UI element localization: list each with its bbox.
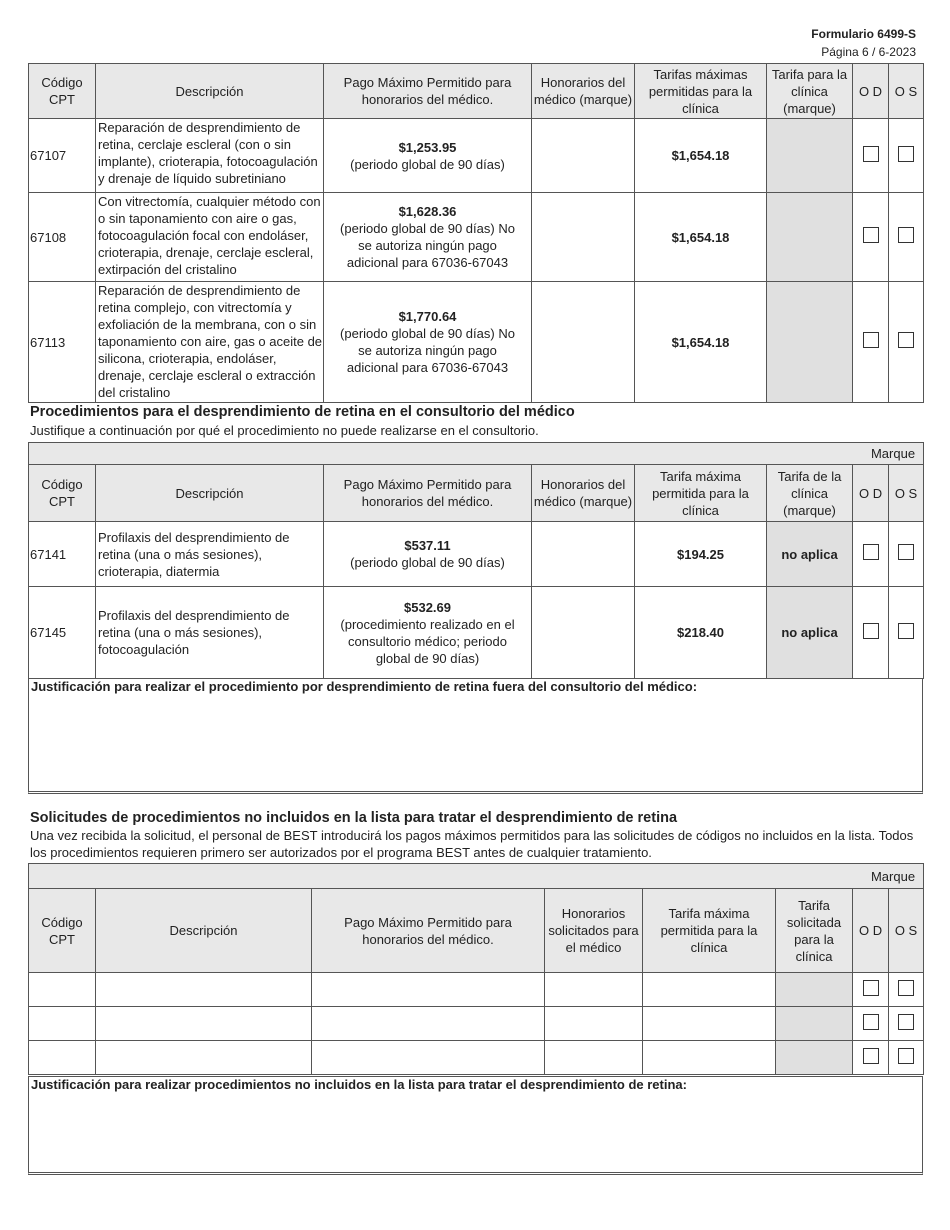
cpt-code-input[interactable] (29, 1007, 96, 1041)
od-checkbox[interactable] (863, 1048, 879, 1064)
payment-note: (periodo global de 90 días) (350, 156, 505, 172)
cpt-code-input[interactable] (29, 1041, 96, 1075)
col-code: Código CPT (29, 889, 96, 973)
requested-fee-input[interactable] (545, 1007, 643, 1041)
max-payment-input[interactable] (312, 1041, 545, 1075)
physician-fee-cell[interactable] (532, 282, 635, 403)
col-max-payment: Pago Máximo Permitido para honorarios del médico. (312, 889, 545, 973)
max-clinic-rate: $218.40 (635, 587, 767, 679)
justification-unlisted-label: Justificación para realizar procedimientos no incluidos en la lista para tratar el desprendimiento de retina: (31, 1077, 687, 1092)
physician-fee-cell[interactable] (532, 522, 635, 587)
requested-clinic-rate-cell (776, 973, 853, 1007)
payment-note: (periodo global de 90 días) (350, 555, 505, 570)
table-row (29, 282, 924, 403)
requested-fee-input[interactable] (545, 973, 643, 1007)
payment-amount: $532.69 (404, 599, 451, 615)
max-clinic-rate: $1,654.18 (635, 119, 767, 193)
marque-label: Marque (853, 443, 924, 465)
payment-note: (procedimiento realizado en el consultorio médico; periodo global de 90 días) (340, 616, 515, 666)
description: Con vitrectomía, cualquier método con o sin taponamiento con aire o gas, fotocoagulación focal con endoláser, crioterapia, drenaje, cerclaje escleral, extirpación del cristalino (96, 193, 324, 282)
clinic-rate-cell: no aplica (767, 587, 853, 679)
max-clinic-rate: $1,654.18 (635, 282, 767, 403)
col-od: O D (853, 465, 889, 522)
form-number: Formulario 6499-S (811, 27, 916, 41)
col-max-clinic-rate: Tarifas máximas permitidas para la clínica (635, 64, 767, 119)
physician-fee-cell[interactable] (532, 119, 635, 193)
payment-amount: $537.11 (404, 538, 451, 553)
max-payment-input[interactable] (312, 973, 545, 1007)
description-input[interactable] (96, 973, 312, 1007)
section-title-unlisted: Solicitudes de procedimientos no incluidos en la lista para tratar el desprendimiento de retina (30, 810, 678, 826)
cpt-code: 67141 (29, 522, 96, 587)
max-payment-input[interactable] (312, 1007, 545, 1041)
clinic-rate-cell (767, 119, 853, 193)
requested-fee-input[interactable] (545, 1041, 643, 1075)
col-max-payment: Pago Máximo Permitido para honorarios del médico. (324, 465, 532, 522)
col-requested-fees: Honorarios solicitados para el médico (545, 889, 643, 973)
col-description: Descripción (96, 465, 324, 522)
page-number: Página 6 / 6-2023 (821, 45, 916, 59)
clinic-rate-cell (767, 282, 853, 403)
col-max-clinic-rate: Tarifa máxima permitida para la clínica (635, 465, 767, 522)
description: Reparación de desprendimiento de retina, cerclaje escleral (con o sin implante), crioterapia, fotocoagulación y drenaje de líquido subretiniano (96, 119, 324, 193)
table-row (29, 973, 924, 1007)
cpt-code: 67107 (29, 119, 96, 193)
col-clinic-rate: Tarifa para la clínica (marque) (767, 64, 853, 119)
od-checkbox[interactable] (863, 544, 879, 560)
col-physician-fees: Honorarios del médico (marque) (532, 64, 635, 119)
max-clinic-rate: $194.25 (635, 522, 767, 587)
cpt-code: 67108 (29, 193, 96, 282)
od-checkbox[interactable] (863, 146, 879, 162)
table-row (29, 193, 924, 282)
clinic-rate-cell (767, 193, 853, 282)
col-clinic-rate: Tarifa de la clínica (marque) (767, 465, 853, 522)
physician-fee-cell[interactable] (532, 587, 635, 679)
col-physician-fees: Honorarios del médico (marque) (532, 465, 635, 522)
table-row (29, 119, 924, 193)
table-row (29, 1041, 924, 1075)
cpt-code-input[interactable] (29, 973, 96, 1007)
max-clinic-rate-input[interactable] (643, 1041, 776, 1075)
col-code: Código CPT (29, 64, 96, 119)
unlisted-procedures-table (28, 863, 924, 1075)
col-os: O S (889, 465, 924, 522)
os-checkbox[interactable] (898, 544, 914, 560)
os-checkbox[interactable] (898, 623, 914, 639)
od-checkbox[interactable] (863, 980, 879, 996)
max-clinic-rate: $1,654.18 (635, 193, 767, 282)
col-max-clinic-rate: Tarifa máxima permitida para la clínica (643, 889, 776, 973)
col-description: Descripción (96, 64, 324, 119)
cpt-code: 67145 (29, 587, 96, 679)
table-row (29, 522, 924, 587)
od-checkbox[interactable] (863, 1014, 879, 1030)
col-max-payment: Pago Máximo Permitido para honorarios del médico. (324, 64, 532, 119)
od-checkbox[interactable] (863, 227, 879, 243)
section-title-office: Procedimientos para el desprendimiento de retina en el consultorio del médico (30, 404, 575, 420)
cpt-code: 67113 (29, 282, 96, 403)
description: Reparación de desprendimiento de retina complejo, con vitrectomía y exfoliación de la membrana, con o sin taponamiento con aire, gas o aceite de silicona, crioterapia, endoláser, drenaje, cerclaje escleral o extracción del cristalino (96, 282, 324, 403)
os-checkbox[interactable] (898, 332, 914, 348)
description: Profilaxis del desprendimiento de retina (una o más sesiones), fotocoagulación (96, 587, 324, 679)
os-checkbox[interactable] (898, 1048, 914, 1064)
description: Profilaxis del desprendimiento de retina (una o más sesiones), crioterapia, diatermia (96, 522, 324, 587)
os-checkbox[interactable] (898, 980, 914, 996)
payment-amount: $1,253.95 (398, 139, 457, 155)
office-procedures-table (28, 442, 924, 679)
os-checkbox[interactable] (898, 146, 914, 162)
requested-clinic-rate-cell (776, 1007, 853, 1041)
justification-unlisted-box[interactable] (28, 1076, 923, 1175)
retina-repair-table (28, 63, 924, 403)
col-os: O S (889, 889, 924, 973)
clinic-rate-cell: no aplica (767, 522, 853, 587)
table-row (29, 587, 924, 679)
col-os: O S (889, 64, 924, 119)
section-subtitle-office: Justifique a continuación por qué el procedimiento no puede realizarse en el consultorio. (30, 423, 539, 438)
col-od: O D (853, 64, 889, 119)
justification-office-box[interactable] (28, 678, 923, 794)
requested-clinic-rate-cell (776, 1041, 853, 1075)
section-subtitle-unlisted: Una vez recibida la solicitud, el personal de BEST introducirá los pagos máximos permitidos para las solicitudes de códigos no incluidos en la lista. Todos los procedimientos requieren primero ser autorizados por el programa BEST antes de cualquier tratamiento. (30, 828, 914, 860)
justification-office-label: Justificación para realizar el procedimiento por desprendimiento de retina fuera del consultorio del médico: (31, 679, 698, 694)
payment-note: (periodo global de 90 días) No se autoriza ningún pago adicional para 67036-67043 (340, 221, 515, 270)
physician-fee-cell[interactable] (532, 193, 635, 282)
max-clinic-rate-input[interactable] (643, 973, 776, 1007)
payment-amount: $1,628.36 (398, 204, 457, 219)
col-od: O D (853, 889, 889, 973)
description-input[interactable] (96, 1041, 312, 1075)
od-checkbox[interactable] (863, 332, 879, 348)
payment-amount: $1,770.64 (398, 309, 457, 324)
description-input[interactable] (96, 1007, 312, 1041)
os-checkbox[interactable] (898, 227, 914, 243)
os-checkbox[interactable] (898, 1014, 914, 1030)
table-row (29, 1007, 924, 1041)
col-requested-clinic-rate: Tarifa solicitada para la clínica (776, 889, 853, 973)
col-code: Código CPT (29, 465, 96, 522)
payment-note: (periodo global de 90 días) No se autoriza ningún pago adicional para 67036-67043 (340, 326, 515, 375)
col-description: Descripción (96, 889, 312, 973)
max-clinic-rate-input[interactable] (643, 1007, 776, 1041)
marque-label: Marque (853, 864, 924, 889)
od-checkbox[interactable] (863, 623, 879, 639)
